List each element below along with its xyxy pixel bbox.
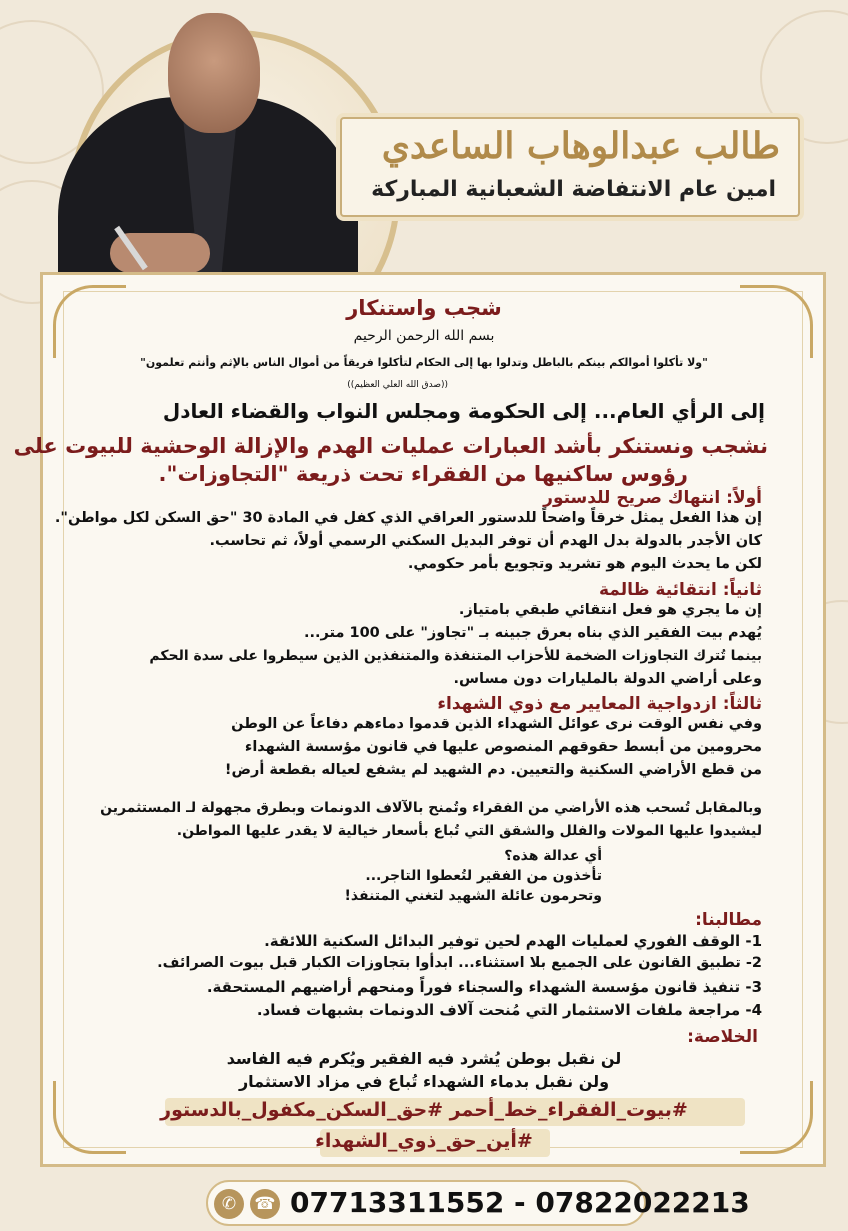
section-3-line-2: محرومين من أبسط حقوقهم المنصوص عليها في قانون مؤسسة الشهداء xyxy=(244,739,762,755)
demand-1: 1- الوقف الفوري لعمليات الهدم لحين توفير البدائل السكنية اللائقة. xyxy=(264,932,762,950)
paragraph-line-2: ليشيدوا عليها المولات والفلل والشقق التي تُباع بأسعار خيالية لا يقدر عليها المواطن. xyxy=(176,823,762,839)
section-2-title: ثانياً: انتقائية ظالمة xyxy=(599,580,762,600)
section-1-line-1: إن هذا الفعل يمثل خرقاً واضحاً للدستور العراقي الذي كفل في المادة 30 "حق السكن لكل مواطن". xyxy=(54,510,762,526)
demand-4: 4- مراجعة ملفات الاستثمار التي مُنحت آلاف الدونمات بشبهات فساد. xyxy=(256,1001,762,1019)
section-2-line-3: بينما تُترك التجاوزات الضخمة للأحزاب المتنفذة والمتنفذين الذين سيطروا على سدة الحكم xyxy=(149,648,762,664)
name-plate xyxy=(340,117,800,217)
conclusion-line-2: ولن نقبل بدماء الشهداء تُباع في مزاد الاستثمار xyxy=(238,1072,610,1091)
author-name: طالب عبدالوهاب الساعدي xyxy=(381,125,780,167)
section-1-line-2: كان الأجدر بالدولة بدل الهدم أن توفر البديل السكني الرسمي أولاً، ثم تحاسب. xyxy=(209,533,762,549)
section-3-line-3: من قطع الأراضي السكنية والتعيين. دم الشهيد لم يشفع لعياله بقطعة أرض! xyxy=(224,762,762,778)
verse-source: ((صدق الله العلي العظيم)) xyxy=(347,380,448,390)
summary-title: الخلاصة: xyxy=(687,1027,758,1047)
section-2-line-1: إن ما يجري هو فعل انتقائي طبقي بامتياز. xyxy=(458,602,762,618)
condemn-line-1: نشجب ونستنكر بأشد العبارات عمليات الهدم والإزالة الوحشية للبيوت على xyxy=(13,434,768,458)
whatsapp-icon: ☎ xyxy=(250,1189,280,1219)
conclusion-line-1: لن نقبل بوطن يُشرد فيه الفقير ويُكرم فيه الفاسد xyxy=(226,1049,622,1068)
quran-verse: "ولا تأكلوا أموالكم بينكم بالباطل وتدلوا بها إلى الحكام لتأكلوا فريقاً من أموال الناس بالإثم وأنتم تعلمون" xyxy=(140,356,708,369)
section-2-line-4: وعلى أراضي الدولة بالمليارات دون مساس. xyxy=(453,671,762,687)
portrait-photo xyxy=(40,5,370,275)
section-3-title: ثالثاً: ازدواجية المعايير مع ذوي الشهداء xyxy=(437,694,762,714)
author-title: امين عام الانتفاضة الشعبانية المباركة xyxy=(371,177,776,202)
condemn-line-2: رؤوس ساكنيها من الفقراء تحت ذريعة "التجاوزات". xyxy=(158,462,688,486)
question-line-2: تأخذون من الفقير لتُعطوا التاجر... xyxy=(365,868,602,884)
section-3-line-1: وفي نفس الوقت نرى عوائل الشهداء الذين قدموا دماءهم دفاعاً عن الوطن xyxy=(231,716,762,732)
demand-2: 2- تطبيق القانون على الجميع بلا استثناء... ابدأوا بتجاوزات الكبار قبل بيوت الصرائف. xyxy=(157,955,762,971)
demands-title: مطالبنا: xyxy=(695,910,762,930)
question-line-3: وتحرمون عائلة الشهيد لتغني المتنفذ! xyxy=(344,888,602,904)
demand-3: 3- تنفيذ قانون مؤسسة الشهداء والسجناء فوراً ومنحهم أراضيهم المستحقة. xyxy=(206,978,762,996)
basmala: بسم الله الرحمن الرحيم xyxy=(353,328,495,344)
section-1-line-3: لكن ما يحدث اليوم هو تشريد وتجويع بأمر حكومي. xyxy=(407,556,762,572)
phone-numbers[interactable]: 07713311552 - 07822022213 xyxy=(290,1186,750,1219)
statement-heading: شجب واستنكار xyxy=(346,296,502,320)
section-1-title: أولاً: انتهاك صريح للدستور xyxy=(543,488,762,508)
paragraph-line-1: وبالمقابل تُسحب هذه الأراضي من الفقراء وتُمنح بالآلاف الدونمات وبطرق مجهولة لـ المستثمرين xyxy=(100,800,762,816)
hashtag-line-1[interactable]: #بيوت_الفقراء_خط_أحمر #حق_السكن_مكفول_بالدستور xyxy=(160,1099,688,1121)
address-line: إلى الرأي العام... إلى الحكومة ومجلس النواب والقضاء العادل xyxy=(162,399,765,423)
section-2-line-2: يُهدم بيت الفقير الذي بناه بعرق جبينه بـ "تجاوز" على 100 متر... xyxy=(304,625,762,641)
phone-icon: ✆ xyxy=(214,1189,244,1219)
question-line-1: أي عدالة هذه؟ xyxy=(504,848,602,864)
hashtag-line-2[interactable]: #أين_حق_ذوي_الشهداء xyxy=(315,1130,533,1152)
